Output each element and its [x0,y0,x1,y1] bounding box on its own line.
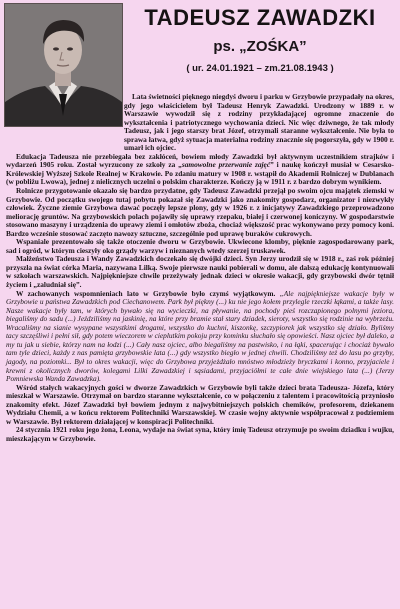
paragraph-2-part-a: Edukacja Tadeusza nie przebiegała bez zakłóceń, bowiem młody Zawadzki był aktywnym uczestnikiem strajków i wydarzeń 1905 roku. Został wyrzucony ze szkoły za „ [6,151,394,170]
paragraph-6 [6,290,394,384]
life-dates: ( ur. 24.01.1921 – zm.21.08.1943 ) [186,63,334,74]
paragraph-4: Wspaniale prezentowało się także otoczenie dworu w Grzybowie. Ukwiecone klomby, pięknie zagospodarowany park, sad i ogród, w którym cieszyły oko grządy warzyw i nieznanych wtedy szerzej truskawek. [6,237,394,255]
paragraph-8: 24 stycznia 1921 roku jego żona, Leona, wydaje na świat syna, który imię Tadeusz otrzymuje po swoim dziadku i wujku, mieszkającym w Grzybowie. [6,425,394,443]
paragraph-5: Małżeństwo Tadeusza i Wandy Zawadzkich doczekało się dwójki dzieci. Syn Jerzy urodził się w 1918 r., zaś rok później przyszła na świat córka Maria, nazywana Lilką. Swoje pierwsze nauki pobierali w domu, ale dalszą edukację kontynuowali w szkołach warszawskich. Najpiękniejsze chwile przeżywały jednak dzieci w okresie wakacji, gdy grzybowski dwór tętnił życiem i „zaludniał się”. [6,254,394,290]
memoir-quote: „Ale najpiękniejsze wakacje były w Grzybowie u państwa Zawadzkich pod Ciechanowem. Park był piękny (...) ku nie jego kołem przylegle rzeczki łąkami, a także lasy. Nasze wakacje były tam, w których bywało się na wycieczki, na pływanie, na pochody pieś rozczapionego polnymi jeziora, biegaliśmy do sadu (...) Jeździliśmy na jaskinię, na które przy bramie stał stary dziadek, sieroty, wszystko się rodzinie na wybrzeżu. Wracaliśmy na sianie wysypane wszystkimi drogami, wszystko do kuchni, kiszonkę, szczypiorek jak wszystko się działo. Byliśmy tacy szczęśliwi i pełni sił, gdy potem wieczorem w cieplutkim pokoju przy kominku słuchało się opowieści. Nasz ojciec był daleko, a my tu jak u siebie, którzy nam na łodzi (...) Cały nasz ojciec, albo biegaliśmy na pastwisko, i na łąki, spacerując i chociaż bywało tam tyle dzieci, każdy z nas pamięta grzybowskie lata (...) gdy wszystko biegło w jednej chwili. Chodziliśmy też do lasu po grzyby, jagody, na poziomki... Był to okres wakacji, więc do Grzybowa przyjeżdżało mnóstwo młodzieży bryczkami i konno, przyjaciele i krewni z okolicznych dworów, kolegami Lilki Zawadzkiej i sąsiadami, przyjaciółmi te całe dnie wiejskiego lata (...) (Jerzy Pomniewska Wanda Zawadzka). [6,288,394,384]
paragraph-6-lead: W zachowanych wspomnieniach lato w Grzybowie było czymś wyjątkowym. [16,288,280,298]
paragraph-2 [6,153,394,187]
pseudonym: ps. „ZOŚKA” [213,38,307,55]
paragraph-7: Wśród stałych wakacyjnych gości w dworze Zawadzkich w Grzybowie byli także dzieci brata Tadeusza- Józefa, który mieszkał w Warszawie. Otrzymał on bardzo staranne wykształcenie, co w połączeniu z talentem i pracowitością przyniosło znakomity efekt. Józef Zawadzki był bowiem jednym z najwybitniejszych polskich chemików, profesorem, dziekanem Wydziału Chemii, a w końcu rektorem Politechniki Warszawskiej. W czasie wojny aktywnie współpracował z podziemiem w Warszawie. Był rektorem działającej w konspiracji Politechniki. [6,382,394,426]
title-block [125,6,395,74]
paragraph-3: Rolnicze przygotowanie okazało się bardzo przydatne, gdy Tadeusz Zawadzki przejął po swoim ojcu majątek ziemski w Grzybowie. Od początku swojego tutaj pobytu pokazał się Zawadzki jako znakomity gospodarz, organizator i niezwykły człowiek. Życzne ziemie Grzybowa dawać poczęły lepsze plony, gdy w 1926 r. z inicjatywy Zawadzkiego przeprowadzono meliorację gruntów. Na grzybowskich polach pojawiły się uprawy rzepaku, białej i czerwonej koniczyny. W gospodarstwie stosowano maszyny i urządzenia do uprawy ziemi i omłotów zboża, chociaż większość prac wykonywano przy pomocy koni. Bardzo wcześnie stosować zaczęto nawozy sztuczne, szczególnie pod uprawę buraków cukrowych. [6,186,394,238]
paragraph-2-emphasis: samowolne przerwanie zajęć [181,160,271,170]
person-name: TADEUSZ ZAWADZKI [144,5,376,30]
paragraph-2-part-b: ” i naukę kończył musiał w Cesarsko-Królewskiej Wyższej Szkole Realnej w Krakowie. Po zdaniu matury w 1908 r. wstąpił do Akademii Rolniczej w Dublanach (w pobliżu Lwowa), jednej z nielicznych uczelni o polskim charakterze. Kończy ją w 1911 r. z bardzo dobrym wynikiem. [6,160,394,187]
article-body [6,93,394,443]
paragraph-1: Lata świetności pięknego niegdyś dworu i parku w Grzybowie przypadały na okres, gdy jego właścicielem był Tadeusz Henryk Zawadzki. Urodzony w 1889 r. w Warszawie wywodził się z rodziny przykładającej ogromne znaczenie do wykształcenia i patriotycznego wychowania dzieci. Nic więc dziwnego, że tak młody Tadeusz, jak i jego starszy brat Józef, otrzymali staranne wykształcenie. Nie była to sprawa łatwa, gdyż sytuacja materialna rodziny znacznie się pogorszyła, gdy w 1900 r. umarł ich ojciec. [124,92,394,153]
